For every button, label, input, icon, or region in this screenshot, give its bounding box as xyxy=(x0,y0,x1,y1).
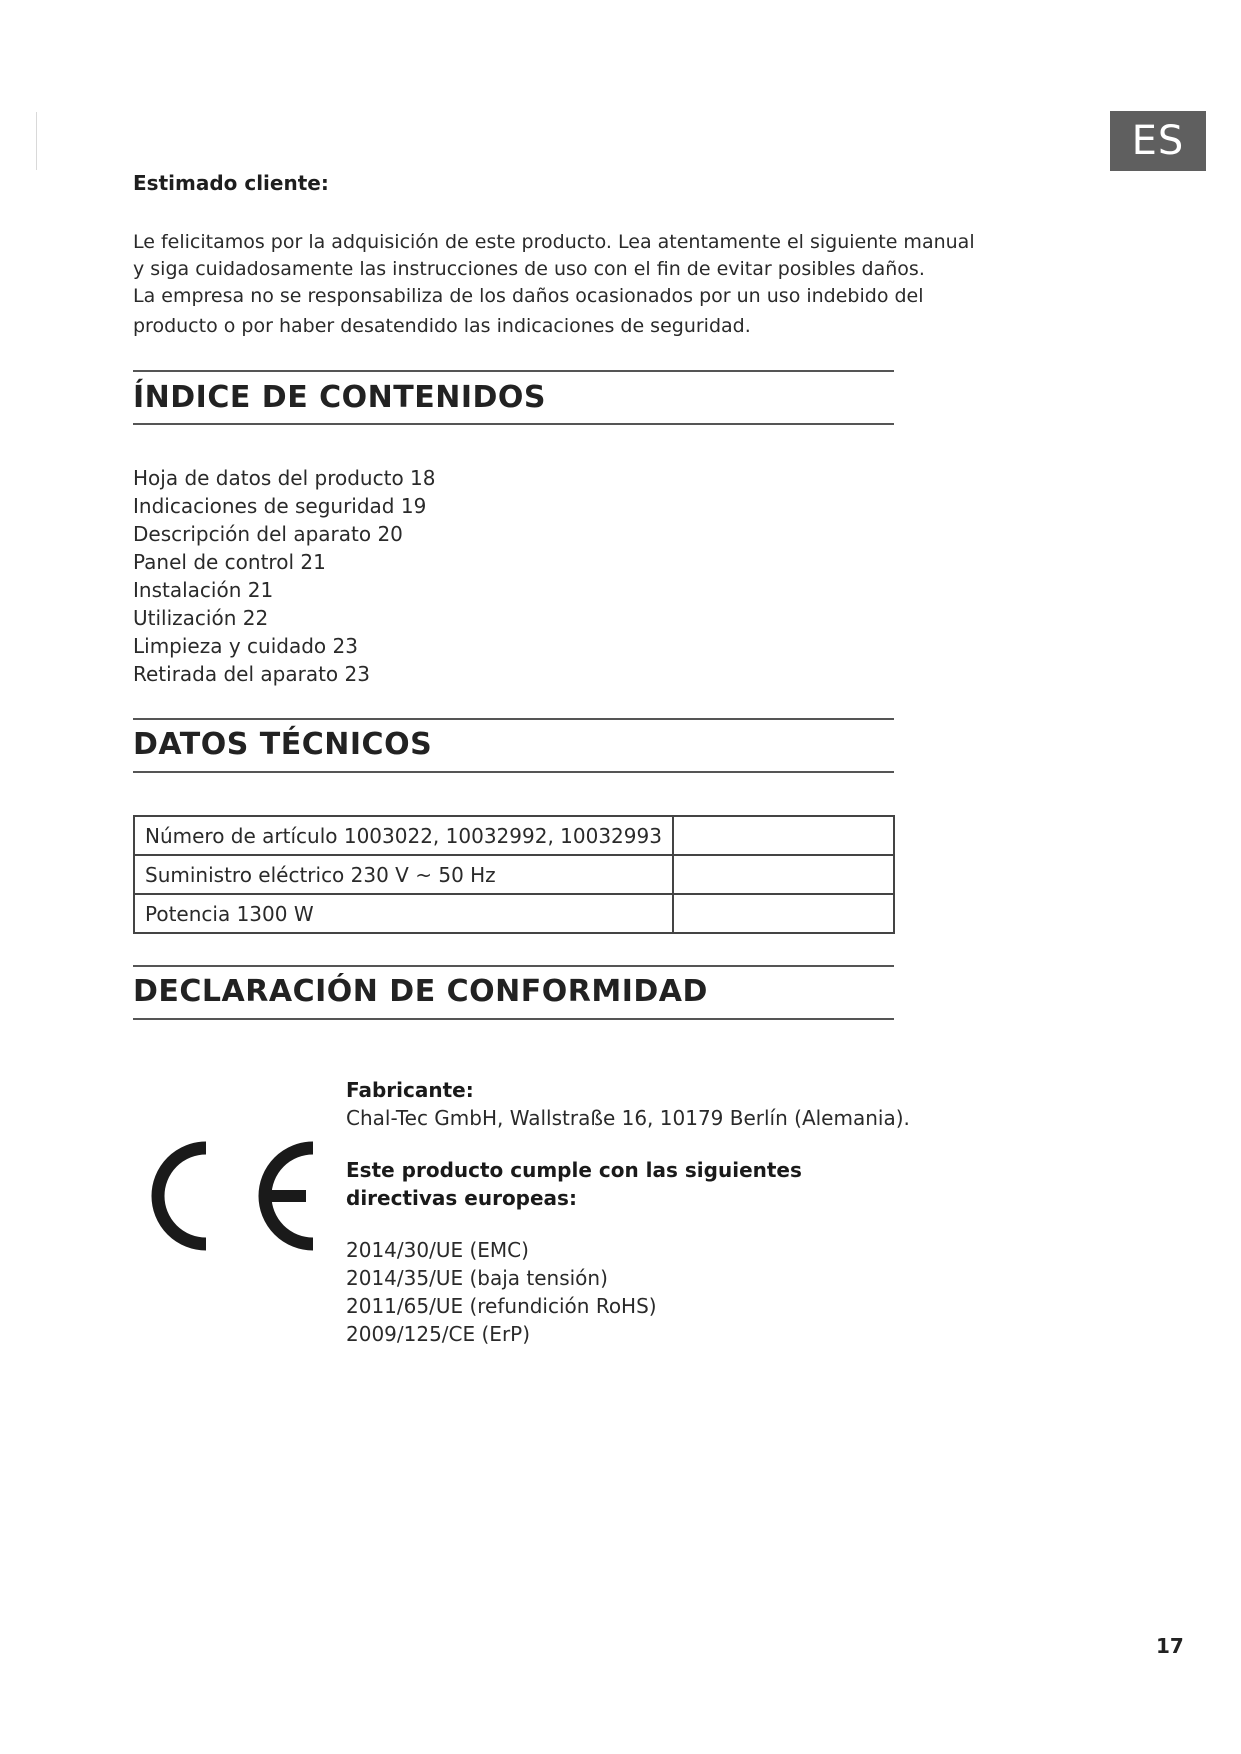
page-edge-mark xyxy=(36,112,37,170)
greeting: Estimado cliente: xyxy=(133,171,329,195)
toc-item: Indicaciones de seguridad 19 xyxy=(133,494,427,518)
spec-cell xyxy=(134,855,673,894)
section-rule-bottom xyxy=(133,771,894,773)
specs-title: DATOS TÉCNICOS xyxy=(133,727,433,762)
toc-item: Hoja de datos del producto 18 xyxy=(133,466,436,490)
directives-heading: Este producto cumple con las siguientes directivas europeas: xyxy=(346,1158,802,1210)
spec-value: Suministro eléctrico 230 V ~ 50 Hz xyxy=(145,862,496,887)
language-tab: ES xyxy=(1110,111,1206,171)
toc-item: Utilización 22 xyxy=(133,606,269,630)
directive-item: 2014/30/UE (EMC) xyxy=(346,1238,529,1262)
toc-title: ÍNDICE DE CONTENIDOS xyxy=(133,380,546,415)
section-rule-bottom xyxy=(133,423,894,425)
manufacturer-label: Fabricante: xyxy=(346,1078,474,1102)
section-rule-top xyxy=(133,718,894,720)
spec-cell xyxy=(134,894,673,933)
directive-item: 2011/65/UE (refundición RoHS) xyxy=(346,1294,657,1318)
spec-value: Número de artículo 1003022, 10032992, 10032993 xyxy=(145,823,662,848)
section-rule-top xyxy=(133,370,894,372)
section-rule-top xyxy=(133,965,894,967)
page-number: 17 xyxy=(1156,1634,1184,1658)
ce-mark-icon xyxy=(150,1134,320,1258)
table-row xyxy=(134,894,894,933)
section-rule-bottom xyxy=(133,1018,894,1020)
intro-line: La empresa no se responsabiliza de los daños ocasionados por un uso indebido del xyxy=(133,285,924,307)
conformity-title: DECLARACIÓN DE CONFORMIDAD xyxy=(133,974,708,1009)
manufacturer-address: Chal-Tec GmbH, Wallstraße 16, 10179 Berlín (Alemania). xyxy=(346,1106,910,1130)
toc-item: Descripción del aparato 20 xyxy=(133,522,403,546)
intro-line: y siga cuidadosamente las instrucciones de uso con el fin de evitar posibles daños. xyxy=(133,258,925,280)
toc-item: Retirada del aparato 23 xyxy=(133,662,370,686)
conformity-block xyxy=(346,1076,910,1348)
table-row xyxy=(134,816,894,855)
spec-cell xyxy=(673,855,894,894)
toc-list xyxy=(133,464,436,688)
toc-item: Panel de control 21 xyxy=(133,550,326,574)
directive-item: 2014/35/UE (baja tensión) xyxy=(346,1266,608,1290)
ce-mark-e-bar xyxy=(268,1190,306,1202)
specs-table xyxy=(133,815,895,934)
spec-cell xyxy=(673,894,894,933)
ce-mark-c xyxy=(158,1148,206,1244)
intro-line: producto o por haber desatendido las indicaciones de seguridad. xyxy=(133,315,751,337)
intro-line: Le felicitamos por la adquisición de este producto. Lea atentamente el siguiente manual xyxy=(133,231,975,253)
spec-cell xyxy=(134,816,673,855)
spec-cell xyxy=(673,816,894,855)
directives-list xyxy=(346,1236,906,1348)
spec-value: Potencia 1300 W xyxy=(145,901,314,926)
toc-item: Instalación 21 xyxy=(133,578,274,602)
intro-text xyxy=(133,229,975,340)
directive-item: 2009/125/CE (ErP) xyxy=(346,1322,531,1346)
table-row xyxy=(134,855,894,894)
toc-item: Limpieza y cuidado 23 xyxy=(133,634,358,658)
